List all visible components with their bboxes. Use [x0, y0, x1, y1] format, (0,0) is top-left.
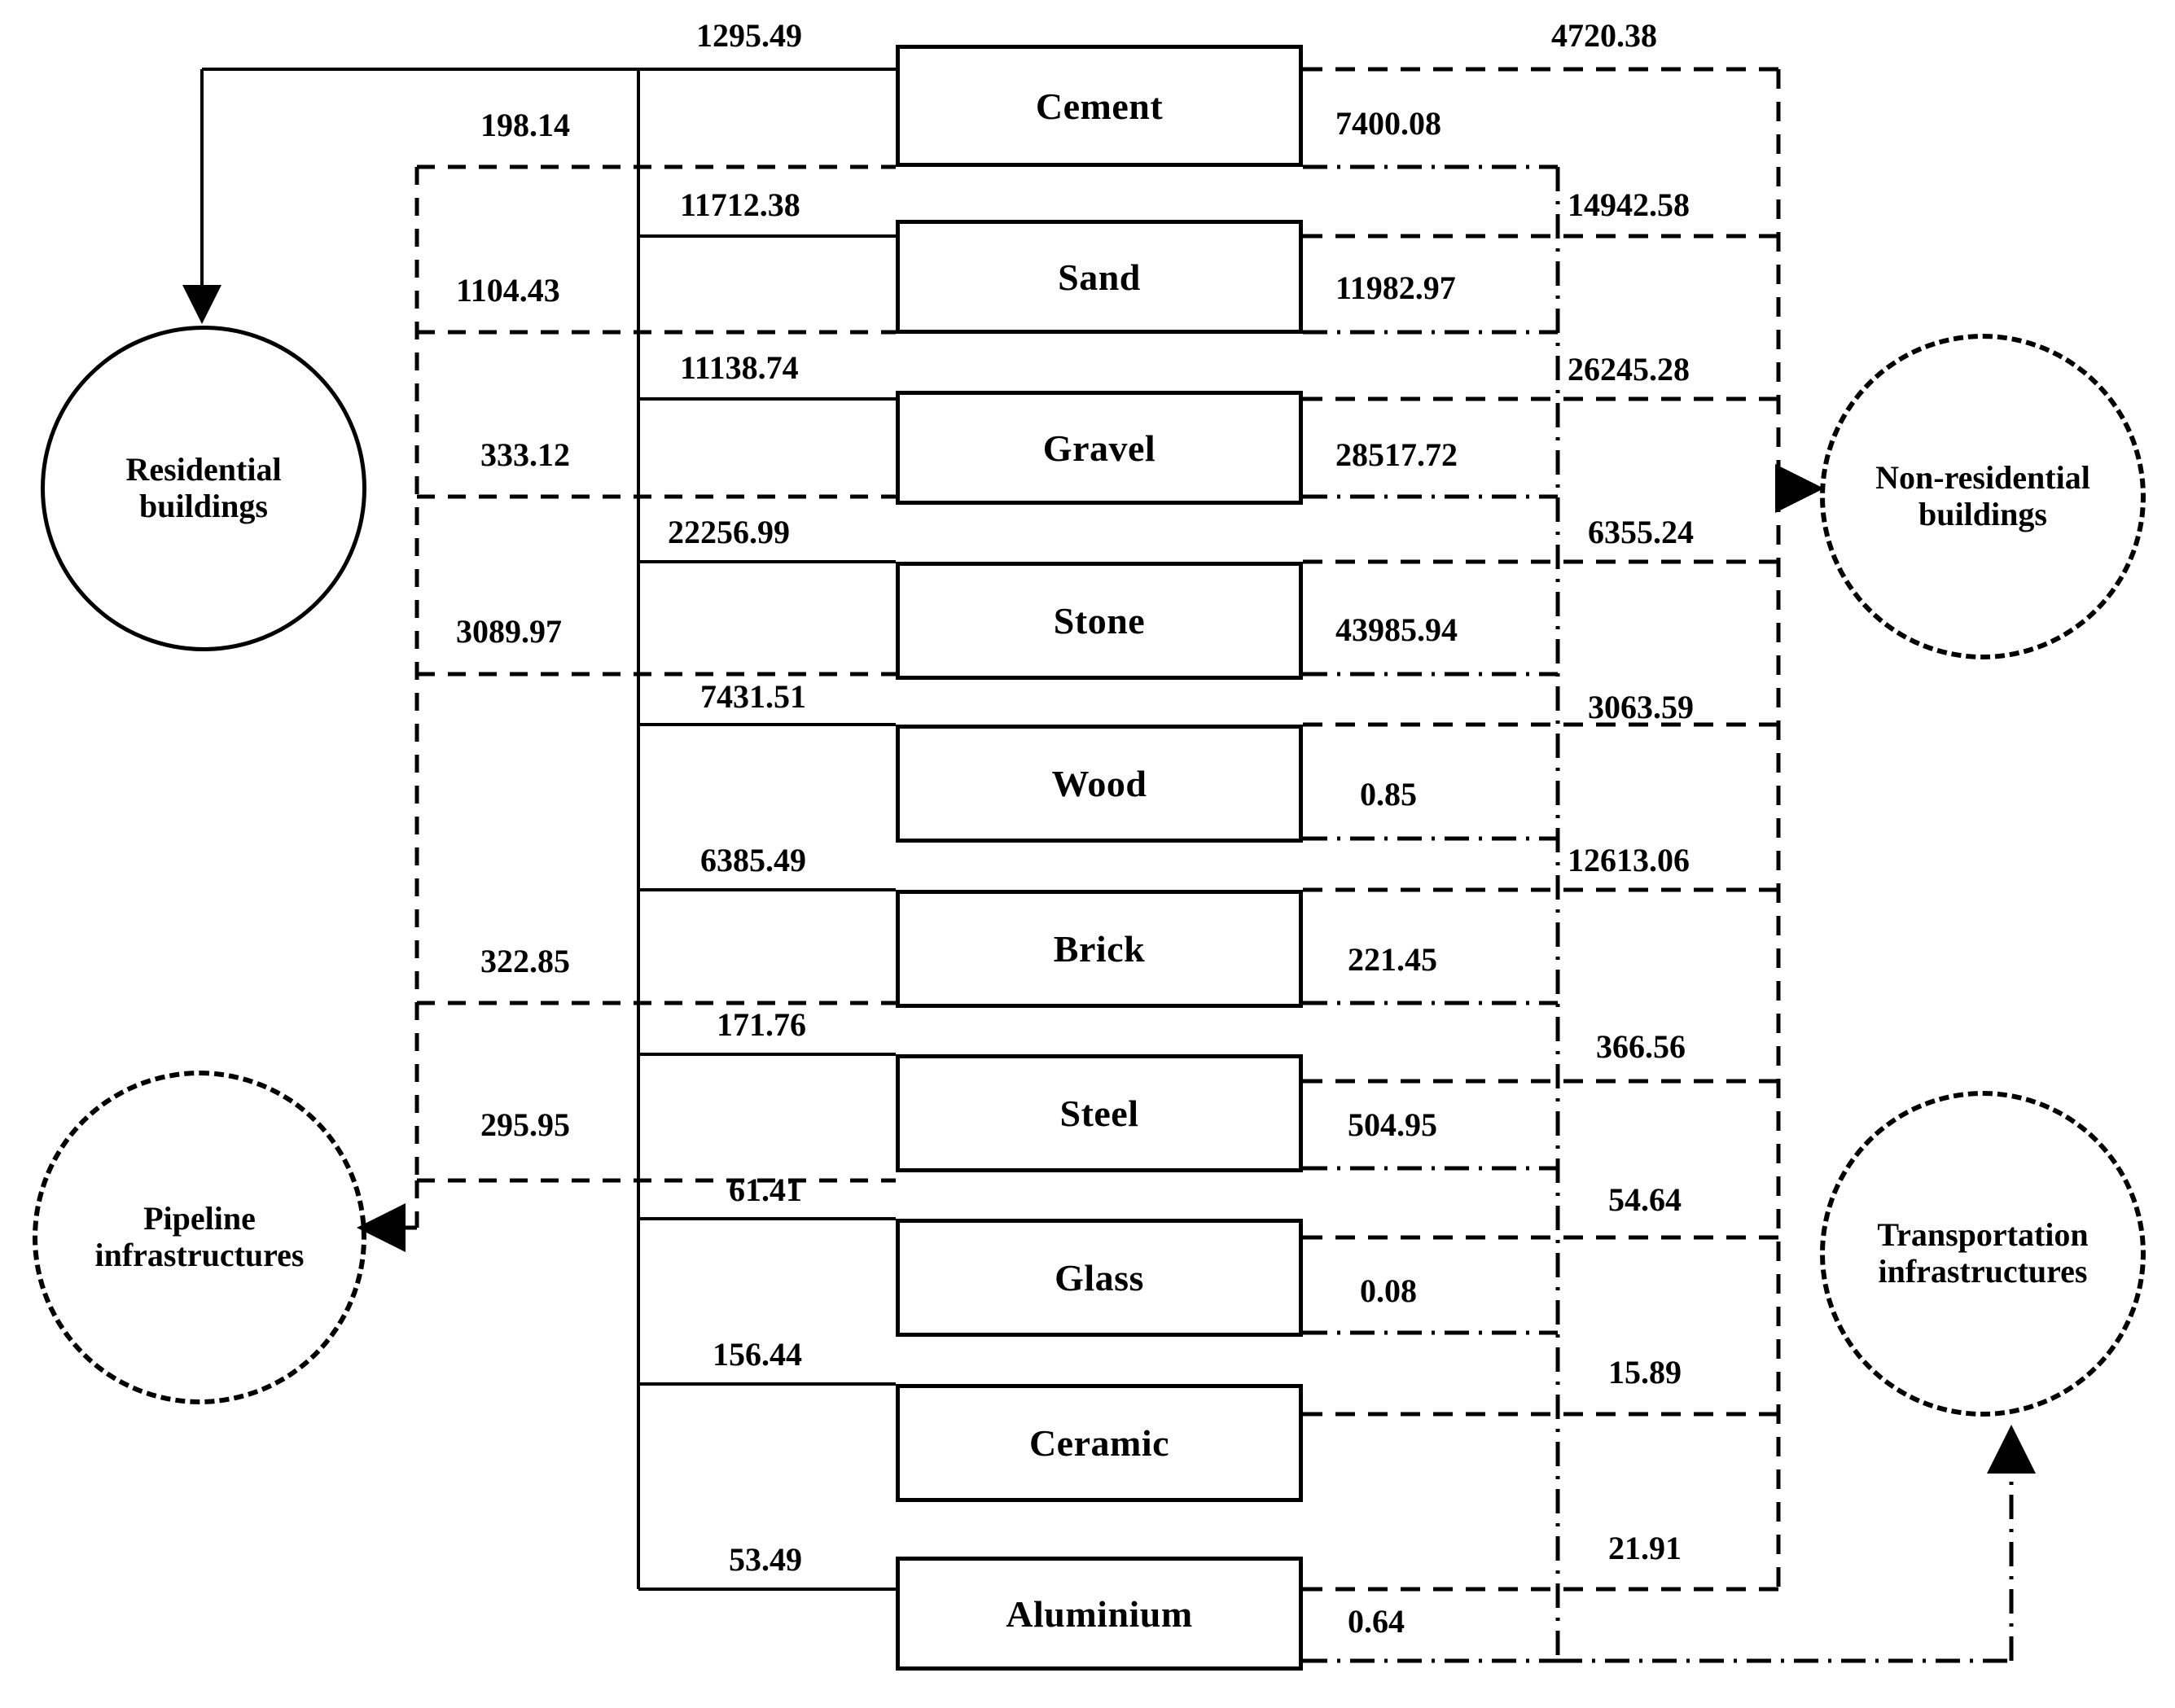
- flow-label-out-dashdot-stone: 43985.94: [1335, 611, 1458, 648]
- flow-label-out-dashdot-cement: 7400.08: [1335, 105, 1441, 142]
- material-box-cement[interactable]: [896, 45, 1303, 167]
- flow-label-in-dashed-cement: 198.14: [480, 107, 570, 143]
- material-label: Ceramic: [1028, 1422, 1170, 1464]
- flow-label-in-dashed-stone: 3089.97: [456, 613, 562, 650]
- node-transportation-infrastructures[interactable]: [1820, 1091, 2146, 1417]
- flow-label-out-dashed-ceramic: 15.89: [1608, 1354, 1682, 1390]
- material-label: Gravel: [1042, 427, 1156, 469]
- node-label: Pipeline infrastructures: [94, 1200, 305, 1273]
- flow-label-out-dashed-gravel: 26245.28: [1568, 351, 1690, 388]
- flow-label-in-solid-wood: 7431.51: [700, 678, 806, 715]
- flow-label-out-dashed-wood: 3063.59: [1588, 689, 1694, 725]
- flow-label-out-dashdot-glass: 0.08: [1360, 1272, 1417, 1309]
- flow-label-in-dashed-brick: 322.85: [480, 943, 570, 979]
- material-box-sand[interactable]: [896, 220, 1303, 334]
- flow-label-out-dashdot-brick: 221.45: [1348, 941, 1437, 978]
- flow-label-in-dashed-sand: 1104.43: [456, 272, 560, 309]
- flow-label-in-solid-glass: 61.41: [729, 1172, 802, 1208]
- flow-label-in-solid-brick: 6385.49: [700, 842, 806, 878]
- material-label: Steel: [1059, 1093, 1139, 1134]
- flow-label-out-dashdot-wood: 0.85: [1360, 776, 1417, 812]
- flow-label-out-dashed-steel: 366.56: [1596, 1028, 1686, 1065]
- flow-label-out-dashed-aluminium: 21.91: [1608, 1530, 1682, 1566]
- material-box-stone[interactable]: [896, 562, 1303, 680]
- flow-label-in-solid-aluminium: 53.49: [729, 1541, 802, 1578]
- node-non-residential-buildings[interactable]: [1820, 334, 2146, 659]
- node-pipeline-infrastructures[interactable]: [33, 1071, 366, 1404]
- material-box-steel[interactable]: [896, 1054, 1303, 1172]
- flow-label-out-dashed-stone: 6355.24: [1588, 514, 1694, 550]
- flow-label-out-dashed-sand: 14942.58: [1568, 186, 1690, 223]
- material-box-wood[interactable]: [896, 725, 1303, 843]
- flow-label-out-dashdot-gravel: 28517.72: [1335, 436, 1458, 473]
- material-box-glass[interactable]: [896, 1219, 1303, 1337]
- node-label: Transportation infrastructures: [1877, 1216, 2089, 1290]
- flow-label-out-dashed-cement: 4720.38: [1551, 17, 1657, 54]
- flow-label-in-solid-steel: 171.76: [717, 1006, 806, 1043]
- material-label: Aluminium: [1006, 1592, 1193, 1635]
- flow-label-out-dashed-glass: 54.64: [1608, 1181, 1682, 1218]
- flow-label-in-dashed-gravel: 333.12: [480, 436, 570, 473]
- flow-label-in-solid-ceramic: 156.44: [713, 1336, 802, 1373]
- material-box-ceramic[interactable]: [896, 1384, 1303, 1502]
- material-label: Brick: [1053, 928, 1146, 970]
- node-label: Non-residential buildings: [1875, 459, 2090, 532]
- flow-label-in-solid-stone: 22256.99: [668, 514, 790, 550]
- flow-label-out-dashdot-aluminium: 0.64: [1348, 1603, 1405, 1640]
- node-label: Residential buildings: [125, 451, 282, 524]
- flow-label-out-dashed-brick: 12613.06: [1568, 842, 1690, 878]
- flow-label-in-solid-cement: 1295.49: [696, 17, 802, 54]
- flow-label-out-dashdot-sand: 11982.97: [1335, 269, 1456, 306]
- material-label: Stone: [1053, 600, 1146, 642]
- flow-label-in-solid-sand: 11712.38: [680, 186, 800, 223]
- material-box-gravel[interactable]: [896, 391, 1303, 505]
- material-box-brick[interactable]: [896, 890, 1303, 1008]
- flow-label-out-dashdot-steel: 504.95: [1348, 1106, 1437, 1143]
- node-residential-buildings[interactable]: [41, 326, 366, 651]
- material-label: Cement: [1035, 85, 1164, 127]
- material-label: Sand: [1058, 256, 1141, 298]
- material-label: Wood: [1051, 763, 1147, 804]
- material-label: Glass: [1055, 1257, 1144, 1299]
- material-box-aluminium[interactable]: [896, 1557, 1303, 1671]
- flow-label-in-solid-gravel: 11138.74: [680, 349, 799, 386]
- flow-label-in-dashed-steel: 295.95: [480, 1106, 570, 1143]
